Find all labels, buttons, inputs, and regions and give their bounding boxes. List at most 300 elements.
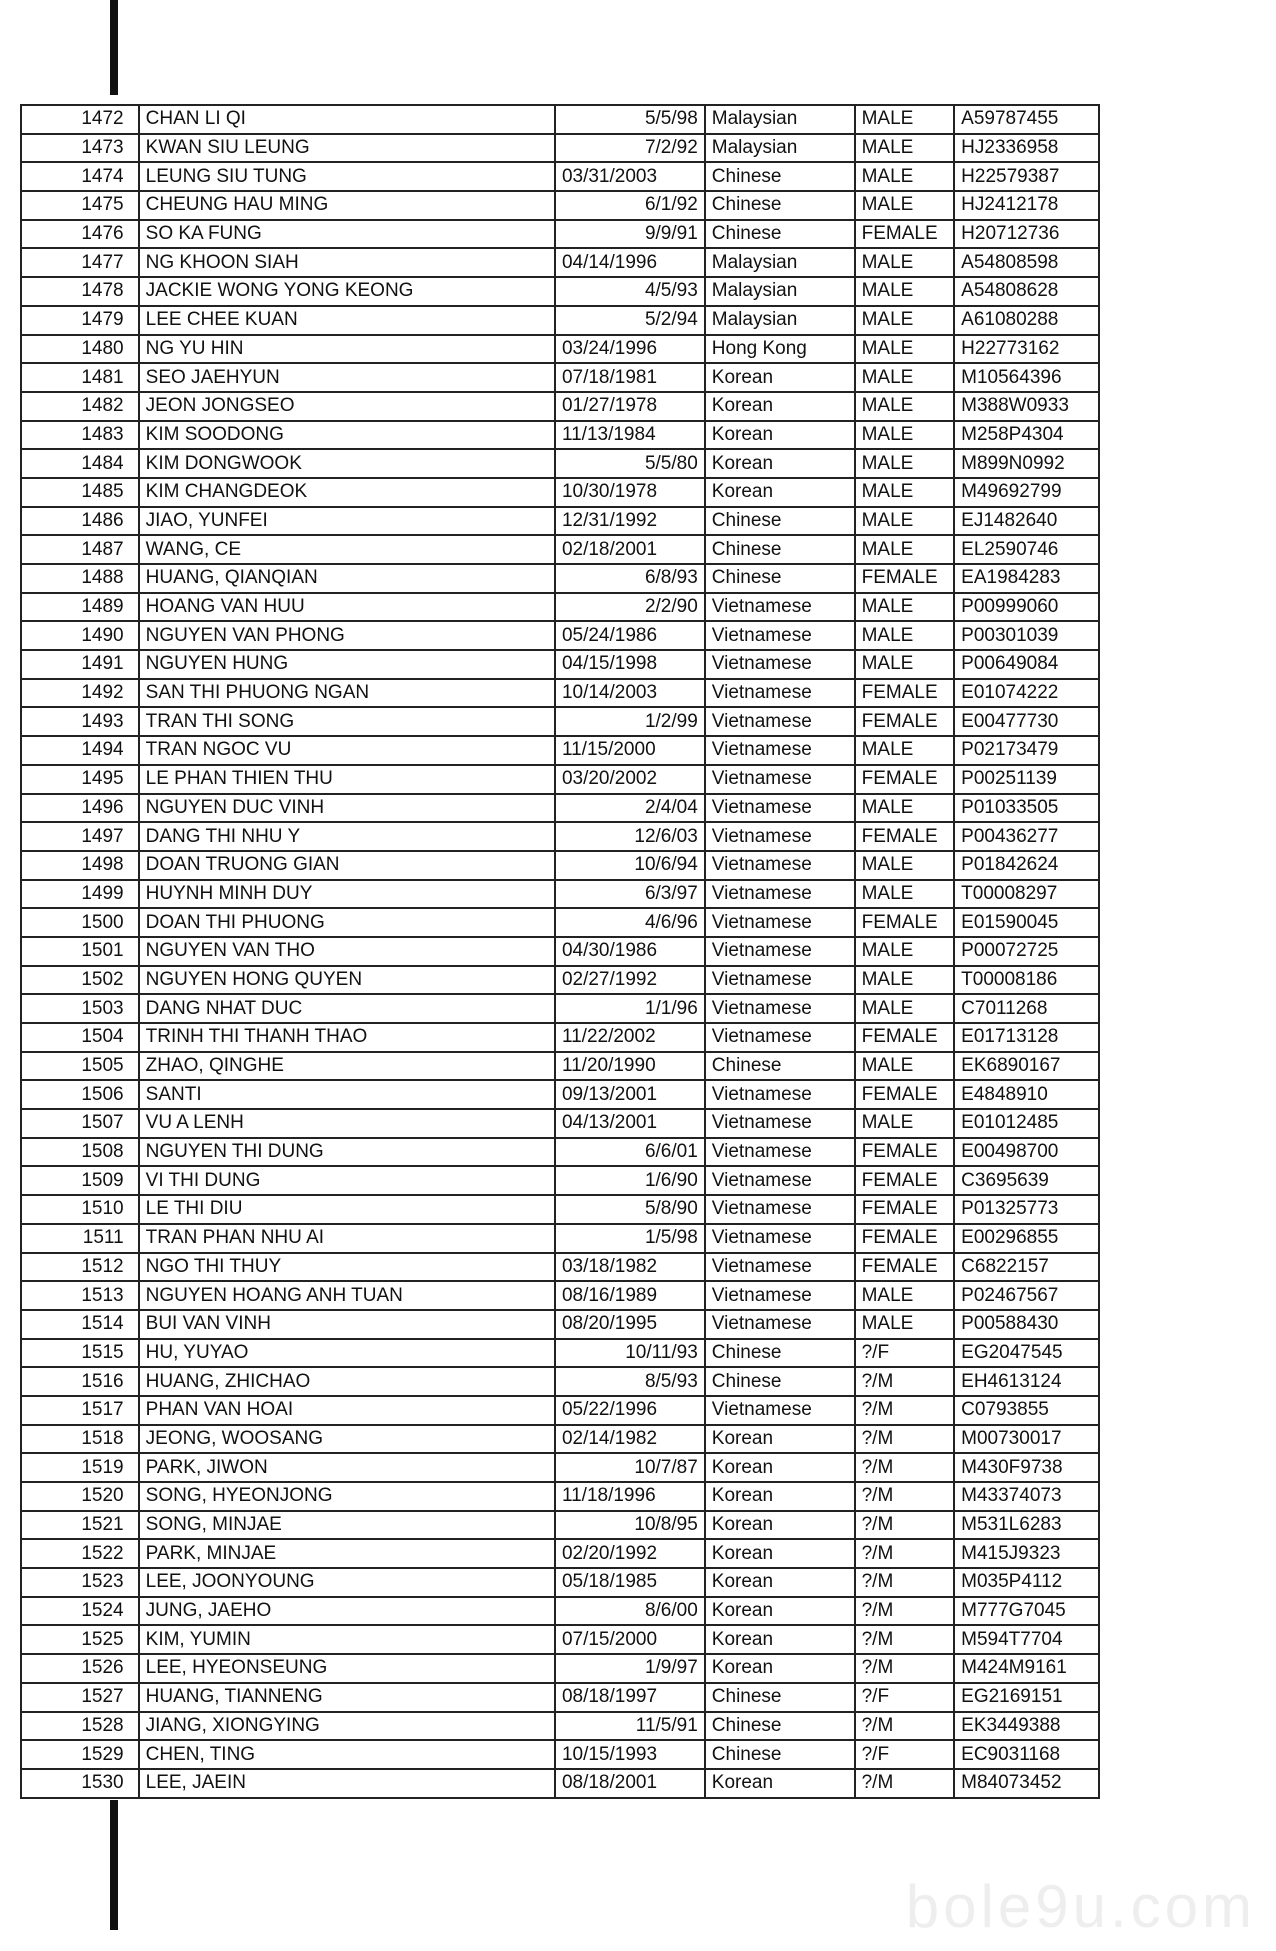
- sex-cell: FEMALE: [855, 220, 955, 249]
- table-row: [21, 564, 1099, 593]
- date-of-birth-cell: 08/16/1989: [555, 1281, 705, 1310]
- row-number-cell: 1488: [21, 564, 139, 593]
- nationality-cell: Vietnamese: [705, 1396, 855, 1425]
- sex-cell: MALE: [855, 248, 955, 277]
- table-row: [21, 1080, 1099, 1109]
- nationality-cell: Korean: [705, 1769, 855, 1798]
- passport-number-cell: E01713128: [954, 1023, 1099, 1052]
- person-name-cell: JEONG, WOOSANG: [139, 1425, 555, 1454]
- person-name-cell: HUANG, QIANQIAN: [139, 564, 555, 593]
- table-row: [21, 392, 1099, 421]
- person-name-cell: LEE, JAEIN: [139, 1769, 555, 1798]
- row-number-cell: 1487: [21, 535, 139, 564]
- passport-number-cell: M424M9161: [954, 1654, 1099, 1683]
- date-of-birth-cell: 10/8/95: [555, 1511, 705, 1540]
- passport-number-cell: M594T7704: [954, 1625, 1099, 1654]
- row-number-cell: 1492: [21, 679, 139, 708]
- date-of-birth-cell: 02/14/1982: [555, 1425, 705, 1454]
- person-name-cell: KIM CHANGDEOK: [139, 478, 555, 507]
- date-of-birth-cell: 04/30/1986: [555, 937, 705, 966]
- date-of-birth-cell: 5/2/94: [555, 306, 705, 335]
- date-of-birth-cell: 04/15/1998: [555, 650, 705, 679]
- passport-number-cell: C7011268: [954, 994, 1099, 1023]
- row-number-cell: 1496: [21, 794, 139, 823]
- table-row: [21, 736, 1099, 765]
- row-number-cell: 1508: [21, 1138, 139, 1167]
- row-number-cell: 1474: [21, 162, 139, 191]
- date-of-birth-cell: 01/27/1978: [555, 392, 705, 421]
- table-row: [21, 593, 1099, 622]
- date-of-birth-cell: 05/22/1996: [555, 1396, 705, 1425]
- date-of-birth-cell: 03/24/1996: [555, 335, 705, 364]
- passport-number-cell: M430F9738: [954, 1453, 1099, 1482]
- table-row: [21, 1625, 1099, 1654]
- sex-cell: ?/M: [855, 1597, 955, 1626]
- nationality-cell: Chinese: [705, 1683, 855, 1712]
- row-number-cell: 1526: [21, 1654, 139, 1683]
- sex-cell: MALE: [855, 794, 955, 823]
- date-of-birth-cell: 11/20/1990: [555, 1052, 705, 1081]
- person-name-cell: SONG, HYEONJONG: [139, 1482, 555, 1511]
- sex-cell: ?/M: [855, 1425, 955, 1454]
- table-row: [21, 1109, 1099, 1138]
- row-number-cell: 1506: [21, 1080, 139, 1109]
- passport-number-cell: M415J9323: [954, 1539, 1099, 1568]
- person-name-cell: DOAN TRUONG GIAN: [139, 851, 555, 880]
- table-row: [21, 220, 1099, 249]
- date-of-birth-cell: 9/9/91: [555, 220, 705, 249]
- passport-number-cell: A61080288: [954, 306, 1099, 335]
- table-row: [21, 535, 1099, 564]
- sex-cell: MALE: [855, 1310, 955, 1339]
- row-number-cell: 1519: [21, 1453, 139, 1482]
- person-name-cell: NGUYEN HUNG: [139, 650, 555, 679]
- table-row: [21, 621, 1099, 650]
- date-of-birth-cell: 03/31/2003: [555, 162, 705, 191]
- passport-number-cell: M777G7045: [954, 1597, 1099, 1626]
- nationality-cell: Vietnamese: [705, 1138, 855, 1167]
- date-of-birth-cell: 10/11/93: [555, 1339, 705, 1368]
- nationality-cell: Chinese: [705, 535, 855, 564]
- row-number-cell: 1512: [21, 1253, 139, 1282]
- table-row: [21, 1367, 1099, 1396]
- person-name-cell: SONG, MINJAE: [139, 1511, 555, 1540]
- row-number-cell: 1473: [21, 134, 139, 163]
- table-row: [21, 449, 1099, 478]
- watermark: bole9u.com: [905, 1873, 1256, 1940]
- person-name-cell: LEE, HYEONSEUNG: [139, 1654, 555, 1683]
- passport-number-cell: P00436277: [954, 822, 1099, 851]
- table-row: [21, 1683, 1099, 1712]
- date-of-birth-cell: 12/31/1992: [555, 507, 705, 536]
- date-of-birth-cell: 10/30/1978: [555, 478, 705, 507]
- date-of-birth-cell: 04/14/1996: [555, 248, 705, 277]
- passport-number-cell: M531L6283: [954, 1511, 1099, 1540]
- nationality-cell: Hong Kong: [705, 335, 855, 364]
- date-of-birth-cell: 10/14/2003: [555, 679, 705, 708]
- person-name-cell: TRINH THI THANH THAO: [139, 1023, 555, 1052]
- person-name-cell: KWAN SIU LEUNG: [139, 134, 555, 163]
- passport-number-cell: H22579387: [954, 162, 1099, 191]
- sex-cell: FEMALE: [855, 822, 955, 851]
- nationality-cell: Chinese: [705, 1740, 855, 1769]
- person-name-cell: LEE CHEE KUAN: [139, 306, 555, 335]
- table-row: [21, 507, 1099, 536]
- nationality-cell: Chinese: [705, 564, 855, 593]
- date-of-birth-cell: 2/4/04: [555, 794, 705, 823]
- person-name-cell: TRAN PHAN NHU AI: [139, 1224, 555, 1253]
- row-number-cell: 1527: [21, 1683, 139, 1712]
- date-of-birth-cell: 5/8/90: [555, 1195, 705, 1224]
- roster-table: [20, 104, 1100, 1799]
- table-row: [21, 880, 1099, 909]
- sex-cell: MALE: [855, 851, 955, 880]
- sex-cell: MALE: [855, 105, 955, 134]
- person-name-cell: CHEN, TING: [139, 1740, 555, 1769]
- passport-number-cell: EG2169151: [954, 1683, 1099, 1712]
- table-row: [21, 191, 1099, 220]
- table-row: [21, 966, 1099, 995]
- passport-number-cell: C0793855: [954, 1396, 1099, 1425]
- person-name-cell: NG YU HIN: [139, 335, 555, 364]
- sex-cell: FEMALE: [855, 707, 955, 736]
- passport-number-cell: EH4613124: [954, 1367, 1099, 1396]
- sex-cell: ?/M: [855, 1769, 955, 1798]
- sex-cell: FEMALE: [855, 1138, 955, 1167]
- sex-cell: ?/M: [855, 1367, 955, 1396]
- table-row: [21, 1195, 1099, 1224]
- sex-cell: FEMALE: [855, 1224, 955, 1253]
- person-name-cell: VU A LENH: [139, 1109, 555, 1138]
- passport-number-cell: C6822157: [954, 1253, 1099, 1282]
- scan-edge-mark: [110, 0, 118, 95]
- sex-cell: MALE: [855, 335, 955, 364]
- table-row: [21, 679, 1099, 708]
- sex-cell: MALE: [855, 162, 955, 191]
- nationality-cell: Korean: [705, 1568, 855, 1597]
- table-row: [21, 822, 1099, 851]
- date-of-birth-cell: 02/18/2001: [555, 535, 705, 564]
- person-name-cell: CHEUNG HAU MING: [139, 191, 555, 220]
- nationality-cell: Chinese: [705, 1052, 855, 1081]
- row-number-cell: 1485: [21, 478, 139, 507]
- date-of-birth-cell: 11/15/2000: [555, 736, 705, 765]
- date-of-birth-cell: 04/13/2001: [555, 1109, 705, 1138]
- nationality-cell: Chinese: [705, 162, 855, 191]
- table-row: [21, 1339, 1099, 1368]
- table-row: [21, 335, 1099, 364]
- person-name-cell: DANG THI NHU Y: [139, 822, 555, 851]
- passport-number-cell: P00649084: [954, 650, 1099, 679]
- sex-cell: MALE: [855, 966, 955, 995]
- passport-number-cell: HJ2336958: [954, 134, 1099, 163]
- person-name-cell: SANTI: [139, 1080, 555, 1109]
- table-row: [21, 1568, 1099, 1597]
- table-row: [21, 1511, 1099, 1540]
- nationality-cell: Vietnamese: [705, 1195, 855, 1224]
- nationality-cell: Korean: [705, 449, 855, 478]
- date-of-birth-cell: 12/6/03: [555, 822, 705, 851]
- sex-cell: ?/M: [855, 1396, 955, 1425]
- table-row: [21, 478, 1099, 507]
- passport-number-cell: M258P4304: [954, 421, 1099, 450]
- row-number-cell: 1514: [21, 1310, 139, 1339]
- passport-number-cell: P02173479: [954, 736, 1099, 765]
- passport-number-cell: EL2590746: [954, 535, 1099, 564]
- date-of-birth-cell: 11/22/2002: [555, 1023, 705, 1052]
- sex-cell: MALE: [855, 880, 955, 909]
- person-name-cell: BUI VAN VINH: [139, 1310, 555, 1339]
- table-row: [21, 1052, 1099, 1081]
- passport-number-cell: H20712736: [954, 220, 1099, 249]
- row-number-cell: 1484: [21, 449, 139, 478]
- nationality-cell: Malaysian: [705, 306, 855, 335]
- sex-cell: MALE: [855, 478, 955, 507]
- person-name-cell: TRAN THI SONG: [139, 707, 555, 736]
- row-number-cell: 1518: [21, 1425, 139, 1454]
- date-of-birth-cell: 5/5/98: [555, 105, 705, 134]
- passport-number-cell: E00498700: [954, 1138, 1099, 1167]
- row-number-cell: 1481: [21, 363, 139, 392]
- passport-number-cell: E01590045: [954, 908, 1099, 937]
- sex-cell: FEMALE: [855, 1080, 955, 1109]
- row-number-cell: 1491: [21, 650, 139, 679]
- roster-table-body: [21, 105, 1099, 1798]
- sex-cell: ?/M: [855, 1539, 955, 1568]
- person-name-cell: KIM, YUMIN: [139, 1625, 555, 1654]
- date-of-birth-cell: 1/9/97: [555, 1654, 705, 1683]
- person-name-cell: HUANG, TIANNENG: [139, 1683, 555, 1712]
- sex-cell: FEMALE: [855, 908, 955, 937]
- sex-cell: ?/M: [855, 1712, 955, 1741]
- passport-number-cell: M10564396: [954, 363, 1099, 392]
- date-of-birth-cell: 6/6/01: [555, 1138, 705, 1167]
- passport-number-cell: E4848910: [954, 1080, 1099, 1109]
- person-name-cell: JIAO, YUNFEI: [139, 507, 555, 536]
- nationality-cell: Vietnamese: [705, 1023, 855, 1052]
- person-name-cell: NGUYEN VAN THO: [139, 937, 555, 966]
- person-name-cell: KIM DONGWOOK: [139, 449, 555, 478]
- person-name-cell: KIM SOODONG: [139, 421, 555, 450]
- nationality-cell: Vietnamese: [705, 1080, 855, 1109]
- person-name-cell: SAN THI PHUONG NGAN: [139, 679, 555, 708]
- table-row: [21, 105, 1099, 134]
- sex-cell: ?/F: [855, 1339, 955, 1368]
- person-name-cell: DOAN THI PHUONG: [139, 908, 555, 937]
- nationality-cell: Vietnamese: [705, 908, 855, 937]
- sex-cell: ?/F: [855, 1740, 955, 1769]
- nationality-cell: Vietnamese: [705, 880, 855, 909]
- sex-cell: MALE: [855, 507, 955, 536]
- date-of-birth-cell: 7/2/92: [555, 134, 705, 163]
- nationality-cell: Chinese: [705, 191, 855, 220]
- sex-cell: ?/M: [855, 1482, 955, 1511]
- table-row: [21, 1740, 1099, 1769]
- nationality-cell: Malaysian: [705, 248, 855, 277]
- date-of-birth-cell: 08/18/2001: [555, 1769, 705, 1798]
- date-of-birth-cell: 03/18/1982: [555, 1253, 705, 1282]
- row-number-cell: 1486: [21, 507, 139, 536]
- table-row: [21, 908, 1099, 937]
- row-number-cell: 1513: [21, 1281, 139, 1310]
- nationality-cell: Vietnamese: [705, 851, 855, 880]
- sex-cell: FEMALE: [855, 679, 955, 708]
- nationality-cell: Vietnamese: [705, 765, 855, 794]
- row-number-cell: 1517: [21, 1396, 139, 1425]
- row-number-cell: 1503: [21, 994, 139, 1023]
- passport-number-cell: P01842624: [954, 851, 1099, 880]
- date-of-birth-cell: 5/5/80: [555, 449, 705, 478]
- row-number-cell: 1501: [21, 937, 139, 966]
- person-name-cell: VI THI DUNG: [139, 1166, 555, 1195]
- sex-cell: MALE: [855, 650, 955, 679]
- table-row: [21, 363, 1099, 392]
- date-of-birth-cell: 08/20/1995: [555, 1310, 705, 1339]
- passport-number-cell: EK6890167: [954, 1052, 1099, 1081]
- sex-cell: ?/F: [855, 1683, 955, 1712]
- nationality-cell: Malaysian: [705, 134, 855, 163]
- nationality-cell: Korean: [705, 1482, 855, 1511]
- passport-number-cell: EK3449388: [954, 1712, 1099, 1741]
- passport-number-cell: P00072725: [954, 937, 1099, 966]
- sex-cell: FEMALE: [855, 564, 955, 593]
- table-row: [21, 421, 1099, 450]
- passport-number-cell: H22773162: [954, 335, 1099, 364]
- row-number-cell: 1482: [21, 392, 139, 421]
- passport-roster-document: [20, 104, 1100, 1799]
- row-number-cell: 1505: [21, 1052, 139, 1081]
- person-name-cell: NGUYEN HONG QUYEN: [139, 966, 555, 995]
- date-of-birth-cell: 1/1/96: [555, 994, 705, 1023]
- person-name-cell: ZHAO, QINGHE: [139, 1052, 555, 1081]
- table-row: [21, 937, 1099, 966]
- table-row: [21, 1539, 1099, 1568]
- sex-cell: FEMALE: [855, 1023, 955, 1052]
- nationality-cell: Vietnamese: [705, 593, 855, 622]
- nationality-cell: Korean: [705, 392, 855, 421]
- passport-number-cell: P00251139: [954, 765, 1099, 794]
- passport-number-cell: T00008186: [954, 966, 1099, 995]
- person-name-cell: NGUYEN DUC VINH: [139, 794, 555, 823]
- passport-number-cell: M899N0992: [954, 449, 1099, 478]
- nationality-cell: Vietnamese: [705, 736, 855, 765]
- date-of-birth-cell: 07/15/2000: [555, 1625, 705, 1654]
- date-of-birth-cell: 1/2/99: [555, 707, 705, 736]
- passport-number-cell: P01325773: [954, 1195, 1099, 1224]
- row-number-cell: 1525: [21, 1625, 139, 1654]
- nationality-cell: Korean: [705, 1511, 855, 1540]
- passport-number-cell: M84073452: [954, 1769, 1099, 1798]
- date-of-birth-cell: 8/5/93: [555, 1367, 705, 1396]
- passport-number-cell: A59787455: [954, 105, 1099, 134]
- sex-cell: MALE: [855, 363, 955, 392]
- person-name-cell: TRAN NGOC VU: [139, 736, 555, 765]
- row-number-cell: 1528: [21, 1712, 139, 1741]
- nationality-cell: Korean: [705, 478, 855, 507]
- nationality-cell: Vietnamese: [705, 1109, 855, 1138]
- sex-cell: MALE: [855, 191, 955, 220]
- row-number-cell: 1522: [21, 1539, 139, 1568]
- passport-number-cell: A54808598: [954, 248, 1099, 277]
- person-name-cell: CHAN LI QI: [139, 105, 555, 134]
- table-row: [21, 1310, 1099, 1339]
- passport-number-cell: C3695639: [954, 1166, 1099, 1195]
- sex-cell: ?/M: [855, 1625, 955, 1654]
- person-name-cell: LEUNG SIU TUNG: [139, 162, 555, 191]
- row-number-cell: 1499: [21, 880, 139, 909]
- person-name-cell: PARK, MINJAE: [139, 1539, 555, 1568]
- row-number-cell: 1478: [21, 277, 139, 306]
- passport-number-cell: E00477730: [954, 707, 1099, 736]
- date-of-birth-cell: 4/5/93: [555, 277, 705, 306]
- passport-number-cell: T00008297: [954, 880, 1099, 909]
- sex-cell: MALE: [855, 937, 955, 966]
- person-name-cell: LE THI DIU: [139, 1195, 555, 1224]
- sex-cell: MALE: [855, 392, 955, 421]
- row-number-cell: 1477: [21, 248, 139, 277]
- passport-number-cell: E01074222: [954, 679, 1099, 708]
- sex-cell: ?/M: [855, 1511, 955, 1540]
- person-name-cell: LE PHAN THIEN THU: [139, 765, 555, 794]
- date-of-birth-cell: 09/13/2001: [555, 1080, 705, 1109]
- row-number-cell: 1515: [21, 1339, 139, 1368]
- nationality-cell: Korean: [705, 1425, 855, 1454]
- person-name-cell: NGUYEN VAN PHONG: [139, 621, 555, 650]
- row-number-cell: 1475: [21, 191, 139, 220]
- date-of-birth-cell: 11/5/91: [555, 1712, 705, 1741]
- scan-edge-mark: [110, 1800, 118, 1930]
- row-number-cell: 1472: [21, 105, 139, 134]
- nationality-cell: Korean: [705, 1597, 855, 1626]
- table-row: [21, 1396, 1099, 1425]
- date-of-birth-cell: 6/3/97: [555, 880, 705, 909]
- nationality-cell: Korean: [705, 421, 855, 450]
- passport-number-cell: M43374073: [954, 1482, 1099, 1511]
- person-name-cell: JIANG, XIONGYING: [139, 1712, 555, 1741]
- table-row: [21, 765, 1099, 794]
- sex-cell: MALE: [855, 736, 955, 765]
- sex-cell: FEMALE: [855, 1166, 955, 1195]
- nationality-cell: Vietnamese: [705, 1224, 855, 1253]
- table-row: [21, 1224, 1099, 1253]
- table-row: [21, 1482, 1099, 1511]
- person-name-cell: HUANG, ZHICHAO: [139, 1367, 555, 1396]
- nationality-cell: Malaysian: [705, 277, 855, 306]
- date-of-birth-cell: 05/24/1986: [555, 621, 705, 650]
- nationality-cell: Korean: [705, 1539, 855, 1568]
- row-number-cell: 1502: [21, 966, 139, 995]
- table-row: [21, 1654, 1099, 1683]
- row-number-cell: 1520: [21, 1482, 139, 1511]
- row-number-cell: 1504: [21, 1023, 139, 1052]
- row-number-cell: 1521: [21, 1511, 139, 1540]
- nationality-cell: Vietnamese: [705, 1281, 855, 1310]
- sex-cell: MALE: [855, 994, 955, 1023]
- table-row: [21, 306, 1099, 335]
- person-name-cell: SO KA FUNG: [139, 220, 555, 249]
- row-number-cell: 1490: [21, 621, 139, 650]
- nationality-cell: Vietnamese: [705, 1253, 855, 1282]
- date-of-birth-cell: 6/8/93: [555, 564, 705, 593]
- date-of-birth-cell: 10/7/87: [555, 1453, 705, 1482]
- table-row: [21, 650, 1099, 679]
- table-row: [21, 1138, 1099, 1167]
- sex-cell: ?/M: [855, 1568, 955, 1597]
- nationality-cell: Vietnamese: [705, 794, 855, 823]
- passport-number-cell: A54808628: [954, 277, 1099, 306]
- passport-number-cell: P01033505: [954, 794, 1099, 823]
- person-name-cell: WANG, CE: [139, 535, 555, 564]
